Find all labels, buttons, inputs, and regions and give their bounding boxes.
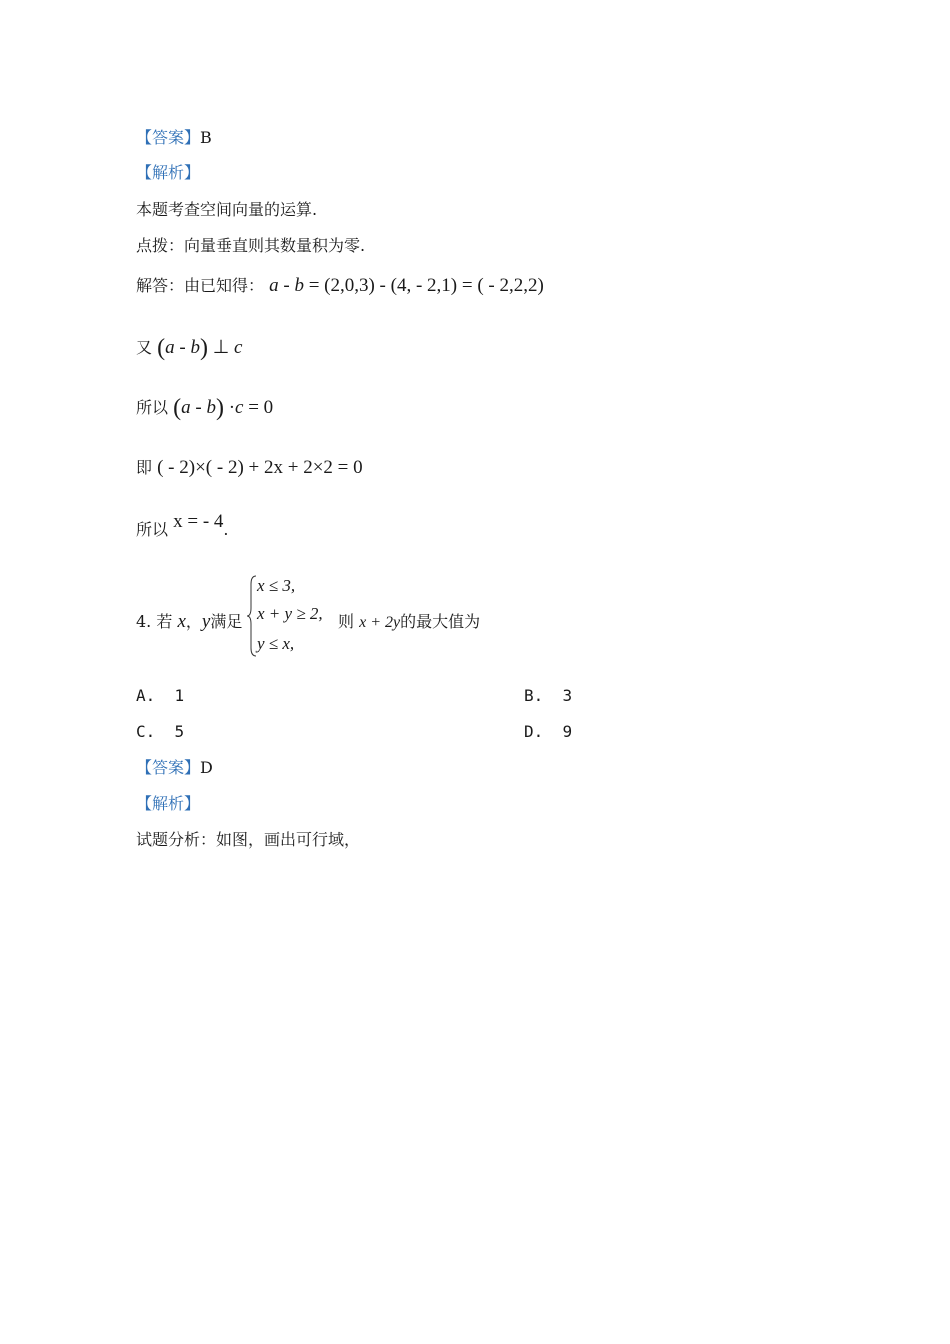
objective-expr: x + 2y <box>359 614 401 631</box>
option-value: 3 <box>562 686 573 705</box>
perp-symbol: ⊥ <box>207 337 234 358</box>
option-letter: C. <box>136 722 156 741</box>
option-c <box>136 722 184 741</box>
constraint-1: x ≤ 3, <box>257 576 296 595</box>
equation-line <box>136 458 363 478</box>
analysis-tag: 【解析】 <box>136 794 201 813</box>
option-letter: D. <box>524 722 544 741</box>
option-letter: B. <box>524 686 544 705</box>
option-letter: A. <box>136 686 156 705</box>
minus-sign: - <box>174 337 191 358</box>
var-x: x <box>177 611 186 632</box>
answer-tag: 【答案】 <box>136 758 201 777</box>
eq-label: 即 <box>136 458 153 477</box>
dot-symbol: · <box>223 397 236 418</box>
option-b <box>524 686 572 705</box>
perp-formula: (a - b) ⊥ c <box>157 335 243 361</box>
final-analysis-line: 试题分析：如图，画出可行域， <box>136 830 361 849</box>
topic-line: 本题考查空间向量的运算. <box>136 200 318 219</box>
ask-text: 的最大值为 <box>400 612 481 631</box>
solution-expr: = (2,0,3) - (4, - 2,1) = ( - 2,2,2) <box>303 275 544 296</box>
constraint-2: x + y ≥ 2, <box>257 604 323 623</box>
perpendicular-line <box>136 335 243 361</box>
option-value: 9 <box>562 722 573 741</box>
question-number: 4. 若 <box>136 612 178 631</box>
then-text: 则 <box>338 612 360 631</box>
minus-sign: - <box>278 275 295 296</box>
comma: ， <box>185 612 202 631</box>
dot-label: 所以 <box>136 398 169 417</box>
analysis-heading-2 <box>136 794 200 814</box>
result-label: 所以 <box>136 520 169 539</box>
vec-b: b <box>190 337 200 358</box>
solution-line <box>136 276 544 296</box>
vec-a: a <box>269 275 279 296</box>
var-y: y <box>201 611 211 632</box>
question-4-stem <box>136 612 242 632</box>
answer-tag: 【答案】 <box>136 128 201 147</box>
answer-line-2 <box>136 758 213 778</box>
answer-value: B <box>200 128 212 147</box>
analysis-tag: 【解析】 <box>136 163 201 182</box>
answer-value: D <box>200 758 213 777</box>
vec-a: a <box>181 397 191 418</box>
constraint-3: y ≤ x, <box>257 634 295 653</box>
option-a <box>136 686 184 705</box>
option-value: 1 <box>174 686 185 705</box>
vec-c: c <box>234 337 243 358</box>
dot-product-line <box>136 395 274 421</box>
solution-label: 解答：由已知得： <box>136 276 265 295</box>
perp-label: 又 <box>136 338 153 357</box>
solution-formula <box>269 275 544 296</box>
vec-b: b <box>206 397 216 418</box>
answer-line-1 <box>136 128 212 148</box>
eq-formula: ( - 2)×( - 2) + 2x + 2×2 = 0 <box>157 457 363 478</box>
option-d <box>524 722 572 741</box>
vec-a: a <box>165 337 175 358</box>
dot-formula: (a - b) ·c = 0 <box>173 395 274 421</box>
vec-b: b <box>294 275 304 296</box>
result-line <box>136 511 229 540</box>
result-formula: x = - 4 <box>173 511 224 532</box>
minus-sign: - <box>190 397 207 418</box>
dot-eq: = 0 <box>243 397 274 418</box>
question-4-objective <box>338 612 480 633</box>
analysis-heading-1 <box>136 163 200 183</box>
result-period: . <box>223 520 229 539</box>
option-value: 5 <box>174 722 185 741</box>
vec-c: c <box>235 397 244 418</box>
hint-line: 点拨：向量垂直则其数量积为零. <box>136 236 366 255</box>
satisfy-text: 满足 <box>210 612 243 631</box>
